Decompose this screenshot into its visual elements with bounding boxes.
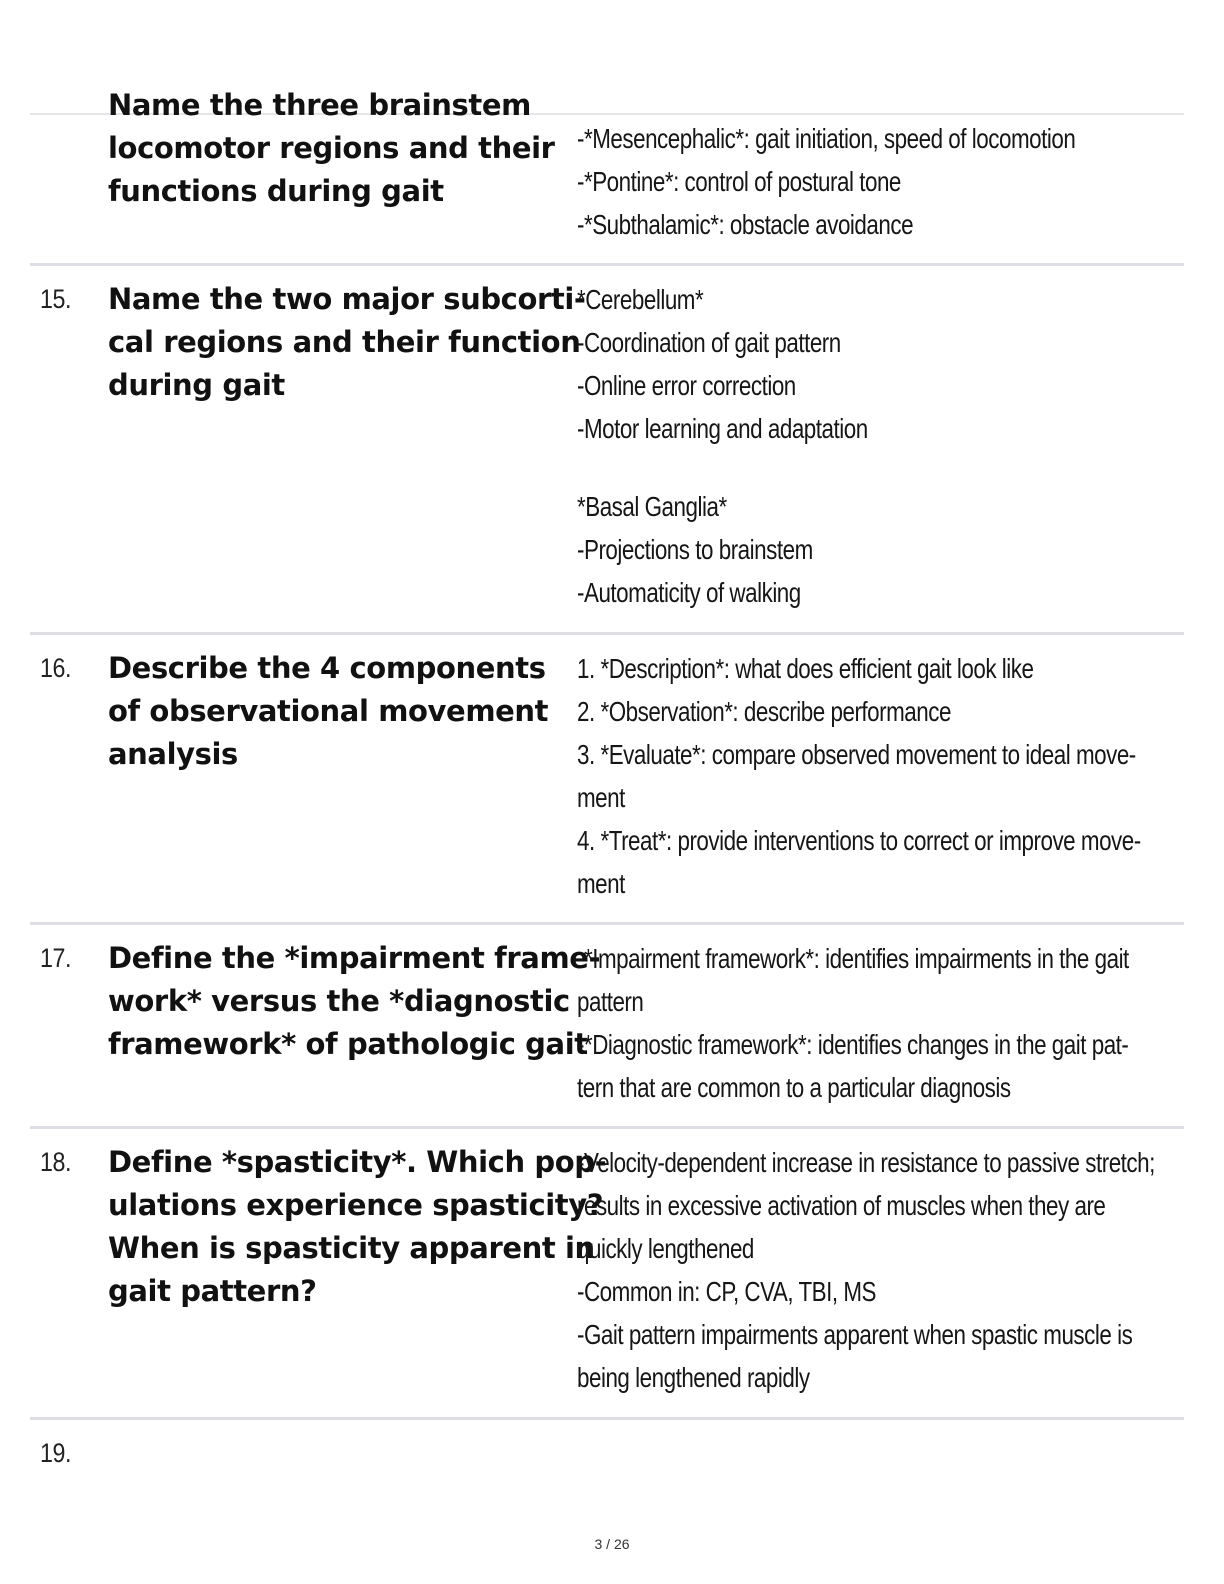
question-line: Define *spasticity*. Which pop- [108,1145,607,1179]
answer-line: 4. *Treat*: provide interventions to correct or improve move- [577,825,1141,856]
answer-line: being lengthened rapidly [577,1362,810,1393]
question-line: Name the two major subcorti- [108,282,586,316]
answer-line: -*Diagnostic framework*: identifies changes in the gait pat- [577,1029,1129,1060]
row-divider [30,1417,1184,1420]
question-line: Describe the 4 components [108,651,546,685]
card-question [108,647,568,776]
card-number: 15. [40,284,72,314]
answer-line: -Projections to brainstem [577,534,813,565]
answer-line: pattern [577,986,644,1017]
question-line: analysis [108,737,238,771]
row-divider [30,632,1184,635]
answer-line: *Cerebellum* [577,284,704,315]
page-indicator: 3 / 26 [594,1536,630,1552]
question-line: of observational movement [108,694,549,728]
row-divider [30,263,1184,266]
question-line: during gait [108,368,285,402]
answer-line: *Basal Ganglia* [577,491,727,522]
answer-line: -*Mesencephalic*: gait initiation, speed of locomotion [577,123,1076,154]
question-line: When is spasticity apparent in [108,1231,595,1265]
answer-line: -Online error correction [577,370,796,401]
answer-line: 3. *Evaluate*: compare observed movement to ideal move- [577,739,1136,770]
question-line: locomotor regions and their [108,131,555,165]
answer-line: -Velocity-dependent increase in resistance to passive stretch; [577,1147,1155,1178]
answer-line: 2. *Observation*: describe performance [577,696,951,727]
answer-line: ment [577,868,625,899]
answer-line: -*Subthalamic*: obstacle avoidance [577,209,914,240]
question-line: Name the three brainstem [108,88,531,122]
answer-line: 1. *Description*: what does efficient gait look like [577,653,1034,684]
answer-line: -Gait pattern impairments apparent when spastic muscle is [577,1319,1133,1350]
answer-line: -*Pontine*: control of postural tone [577,166,901,197]
card-number: 16. [40,653,72,683]
question-line: Define the *impairment frame- [108,941,601,975]
question-line: ulations experience spasticity? [108,1188,604,1222]
answer-line: -*Impairment framework*: identifies impairments in the gait [577,943,1129,974]
answer-line: -Common in: CP, CVA, TBI, MS [577,1276,877,1307]
answer-line: tern that are common to a particular diagnosis [577,1072,1011,1103]
question-line: framework* of pathologic gait [108,1027,588,1061]
card-answer [577,937,1137,1109]
answer-line: results in excessive activation of muscles when they are [577,1190,1106,1221]
answer-line: ment [577,782,625,813]
card-number: 19. [40,1438,72,1468]
question-line: cal regions and their function [108,325,581,359]
card-answer [577,278,1137,614]
card-number: 18. [40,1147,72,1177]
card-answer [577,647,1141,905]
card-answer [577,117,1137,246]
card-number: 17. [40,943,72,973]
question-line: work* versus the *diagnostic [108,984,570,1018]
answer-line: -Coordination of gait pattern [577,327,841,358]
card-question [108,937,601,1066]
card-question [108,278,586,407]
card-question [108,1141,607,1313]
row-divider [30,1126,1184,1129]
card-question [108,84,568,213]
answer-line [577,450,1137,485]
answer-line: quickly lengthened [577,1233,754,1264]
answer-line: -Automaticity of walking [577,577,801,608]
answer-line: -Motor learning and adaptation [577,413,868,444]
question-line: gait pattern? [108,1274,317,1308]
card-answer [577,1141,1155,1399]
row-divider [30,922,1184,925]
question-line: functions during gait [108,174,444,208]
